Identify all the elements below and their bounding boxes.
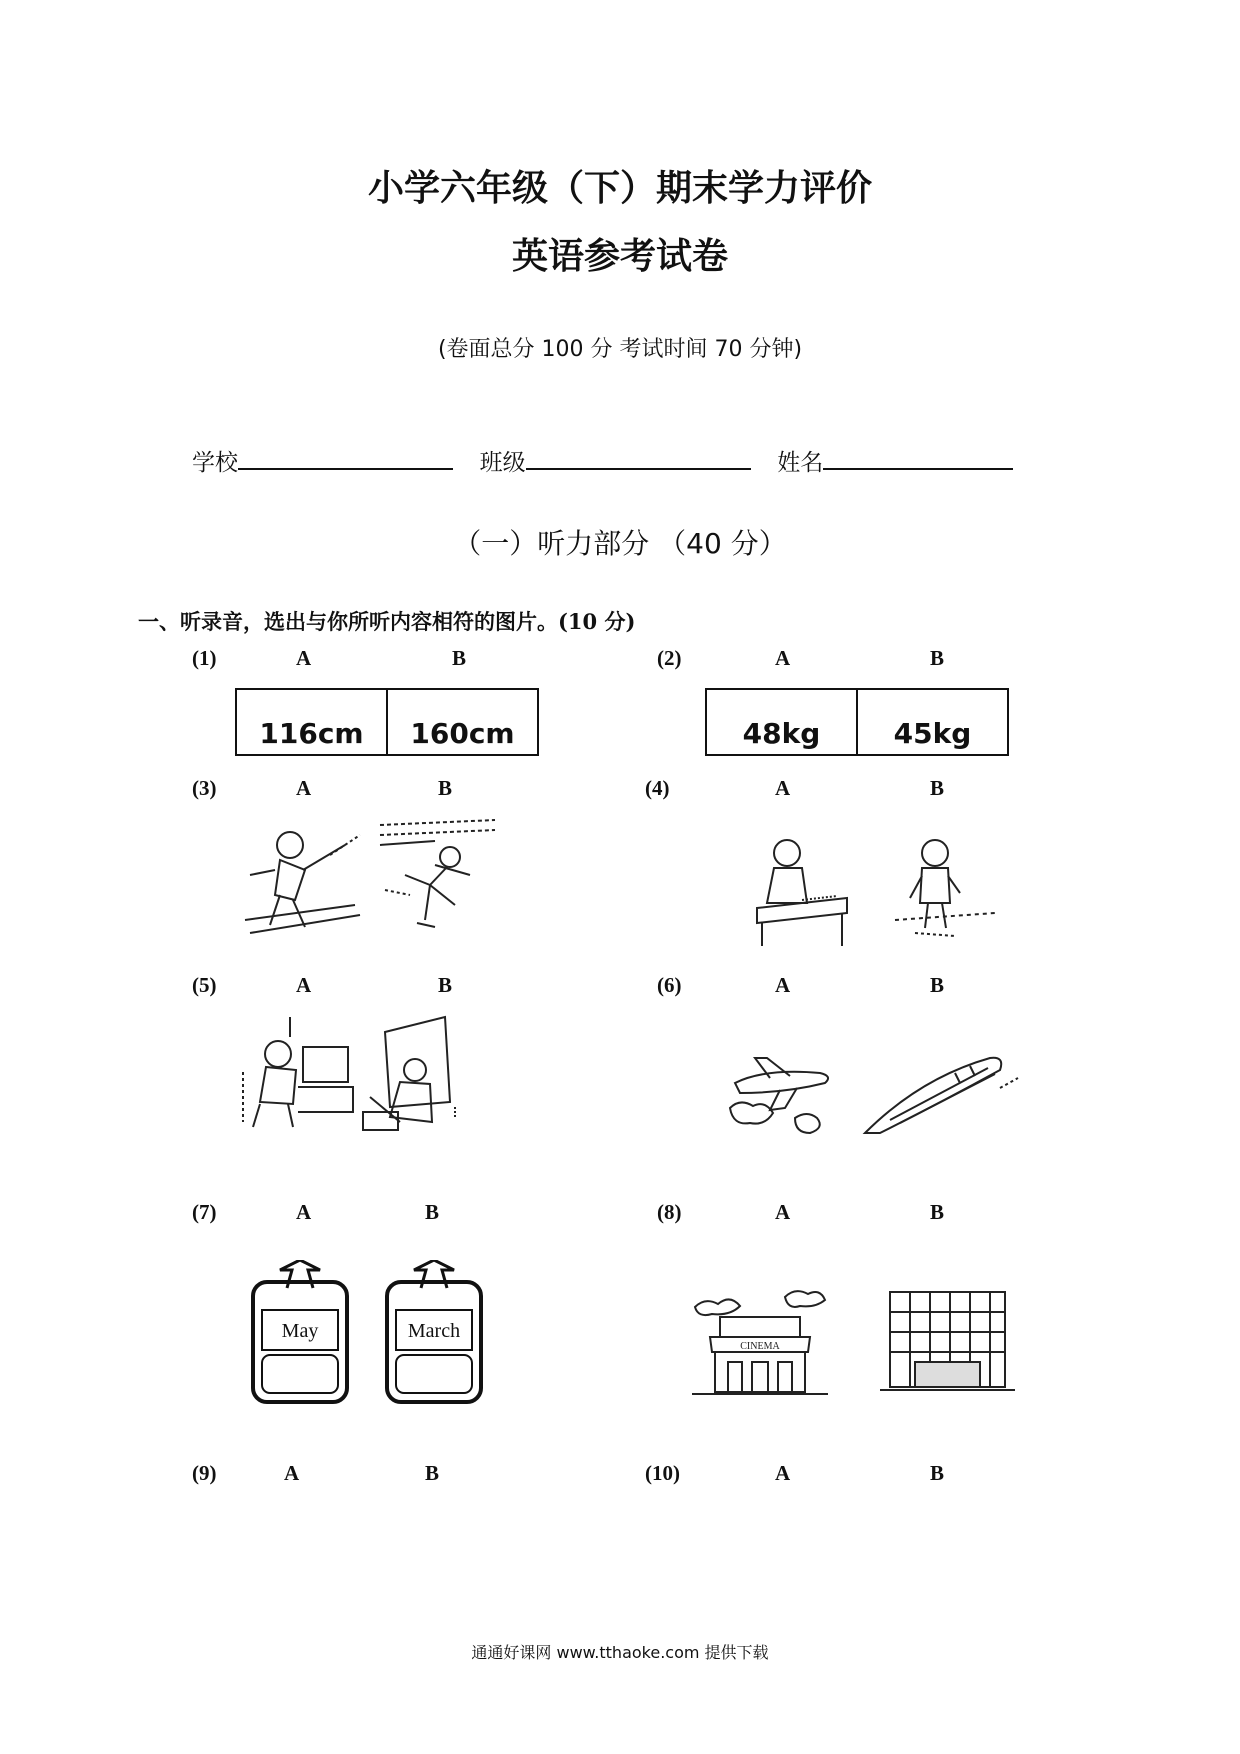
item-number-3: (3): [192, 776, 217, 800]
option-b-height[interactable]: 160cm: [386, 690, 537, 754]
option-b-label: B: [452, 646, 467, 670]
item-number-9: (9): [192, 1461, 217, 1485]
option-a-label: A: [296, 776, 312, 800]
height-box: [235, 688, 539, 756]
ice-skater-icon[interactable]: [375, 815, 500, 940]
item-number-8: (8): [657, 1200, 682, 1224]
boy-reading-icon[interactable]: [360, 1012, 465, 1132]
option-a-label: A: [296, 973, 312, 997]
plane-icon[interactable]: [725, 1048, 835, 1138]
option-a-label: A: [775, 973, 791, 997]
option-a-label: A: [775, 776, 791, 800]
item-number-6: (6): [657, 973, 682, 997]
option-a-label: A: [296, 646, 312, 670]
exam-subtitle: 英语参考试卷: [511, 236, 728, 277]
calendar-month-b: March: [407, 1320, 461, 1342]
calendar-icon[interactable]: [384, 1260, 484, 1405]
option-a-label: A: [775, 1461, 791, 1485]
option-b-label: B: [438, 973, 453, 997]
option-a-label: A: [775, 646, 791, 670]
item-number-2: (2): [657, 646, 682, 670]
boy-standing-icon[interactable]: [890, 828, 1000, 948]
calendar-icon[interactable]: [250, 1260, 350, 1405]
student-info-row: [192, 444, 1013, 477]
page-footer: 通通好课网 www.tthaoke.com 提供下载: [471, 1643, 769, 1662]
train-icon[interactable]: [860, 1048, 1020, 1138]
exam-note: (卷面总分 100 分 考试时间 70 分钟): [437, 337, 803, 362]
option-a-weight[interactable]: 48kg: [742, 717, 821, 750]
option-a-label: A: [296, 1200, 312, 1224]
option-a-label: A: [284, 1461, 300, 1485]
option-a-height[interactable]: 116cm: [259, 717, 364, 750]
name-field[interactable]: [823, 444, 1013, 470]
school-field[interactable]: [238, 444, 453, 470]
question-heading: 一、听录音，选出与你所听内容相符的图片。(10 分): [138, 609, 636, 634]
school-label: 学校: [192, 450, 238, 476]
option-b-label: B: [438, 776, 453, 800]
item-number-4: (4): [645, 776, 670, 800]
option-a-label: A: [775, 1200, 791, 1224]
option-b-label: B: [930, 646, 945, 670]
office-building-icon[interactable]: [880, 1282, 1015, 1397]
option-b-label: B: [930, 1461, 945, 1485]
item-number-5: (5): [192, 973, 217, 997]
class-field[interactable]: [526, 444, 751, 470]
item-number-7: (7): [192, 1200, 217, 1224]
svg-text:CINEMA: CINEMA: [740, 1341, 780, 1352]
option-b-label: B: [425, 1200, 440, 1224]
skier-icon[interactable]: [235, 815, 365, 940]
boy-at-computer-icon[interactable]: [238, 1012, 358, 1132]
boy-at-desk-icon[interactable]: [752, 828, 852, 948]
item-number-10: (10): [645, 1461, 680, 1485]
name-label: 姓名: [777, 450, 824, 476]
class-label: 班级: [479, 450, 526, 476]
option-b-label: B: [930, 973, 945, 997]
option-b-weight[interactable]: 45kg: [856, 690, 1007, 754]
calendar-month-a: May: [281, 1320, 319, 1342]
option-b-label: B: [425, 1461, 440, 1485]
section-title: （一）听力部分 （40 分）: [453, 527, 787, 560]
cinema-icon[interactable]: [690, 1282, 830, 1397]
option-b-label: B: [930, 776, 945, 800]
item-number-1: (1): [192, 646, 217, 670]
option-b-label: B: [930, 1200, 945, 1224]
exam-title: 小学六年级（下）期末学力评价: [367, 168, 872, 209]
weight-box: [705, 688, 1009, 756]
